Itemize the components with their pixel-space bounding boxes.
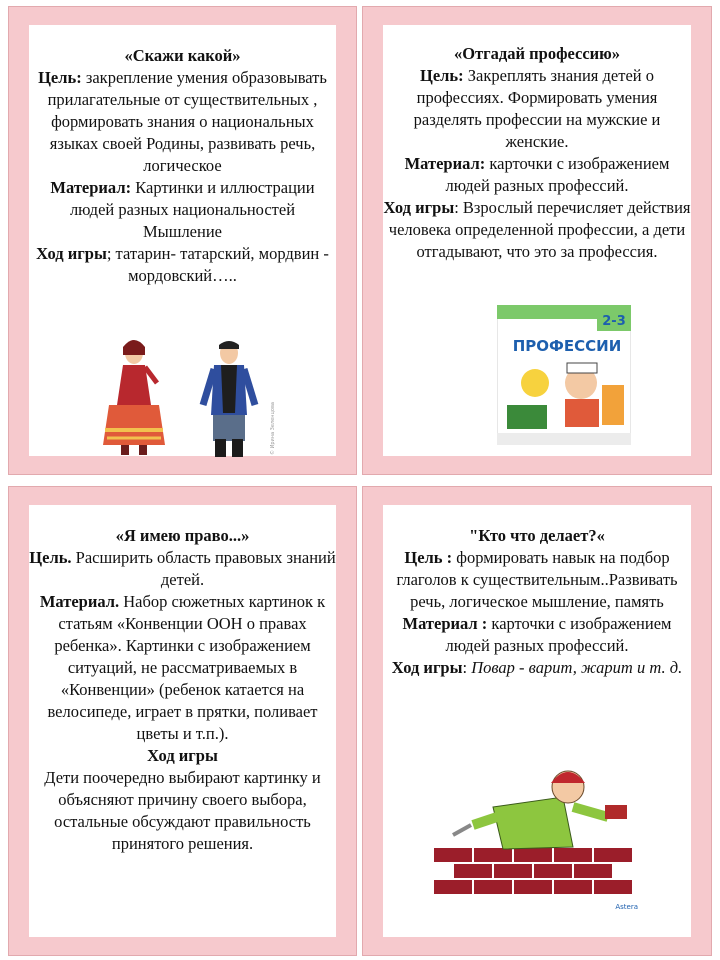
card-title: «Отгадай профессию» bbox=[453, 44, 621, 63]
extra-line: Мышление bbox=[142, 222, 222, 241]
game-label: Ход игры bbox=[147, 746, 218, 765]
material-text: карточки с изображением людей разных профессий. bbox=[445, 154, 670, 195]
game-label: Ход игры bbox=[391, 658, 463, 677]
image-watermark: Astera bbox=[615, 903, 638, 911]
card-panel bbox=[29, 505, 336, 937]
card-title: «Я имею право...» bbox=[115, 526, 250, 545]
people-in-national-costume-icon bbox=[99, 335, 289, 460]
goal-text: Закреплять знания детей о профессиях. Формировать умения разделять профессии на мужские и женские. bbox=[413, 66, 661, 151]
card-panel: "Кто что делает?« Цель : формировать навык на подбор глаголов к существительным..Развивать речь, логическое мышление, память Материал : карточки с изображением людей разных профессий. Ход игры: Повар - варит, жарит и т. д. Astera bbox=[383, 505, 691, 937]
material-text: Набор сюжетных картинок к статьям «Конвенции ООН о правах ребенка». Картинки с изображением ситуаций, не рассматриваемых в «Конвенции» (ребенок катается на велосипеде, играет в прятки, поливает цветы и т.п.). bbox=[47, 592, 326, 743]
game-text: ; татарин- татарский, мордвин - мордовский….. bbox=[106, 244, 329, 285]
material-label: Материал. bbox=[39, 592, 120, 611]
game-label: Ход игры bbox=[36, 244, 107, 263]
card-panel bbox=[29, 25, 336, 456]
material-label: Материал: bbox=[404, 154, 486, 173]
game-text: Повар - варит, жарит и т. д. bbox=[471, 658, 683, 677]
card-skazhi-kakoy bbox=[8, 6, 357, 475]
goal-label: Цель: bbox=[38, 68, 82, 87]
card-otgaday-professiyu bbox=[362, 6, 712, 475]
professions-book-cover-icon bbox=[497, 305, 631, 445]
material-text: Картинки и иллюстрации людей разных национальностей bbox=[69, 178, 315, 219]
card-title: «Скажи какой» bbox=[124, 46, 241, 65]
card-panel bbox=[383, 25, 691, 456]
book-age: 2-3 bbox=[602, 314, 626, 329]
card-ya-imeyu-pravo bbox=[8, 486, 357, 956]
goal-text: закрепление умения образовывать прилагательные от существительных , формировать знания о национальных языках своей Родины, развивать речь, логическое bbox=[47, 68, 327, 175]
goal-text: формировать навык на подбор глаголов к существительным..Развивать речь, логическое мышление, память bbox=[396, 548, 678, 611]
game-text: Дети поочередно выбирают картинку и объясняют причину своего выбора, остальные обсуждают правильность принятого решения. bbox=[44, 768, 321, 853]
game-label: Ход игры bbox=[383, 198, 455, 217]
goal-label: Цель : bbox=[404, 548, 453, 567]
book-title: ПРОФЕССИИ bbox=[512, 337, 622, 355]
game-text: : Взрослый перечисляет действия человека определенной профессии, а дети отгадывают, что это за профессия. bbox=[388, 198, 691, 261]
card-kto-chto-delaet bbox=[362, 486, 712, 956]
bricklayer-icon bbox=[423, 767, 663, 917]
goal-label: Цель: bbox=[420, 66, 464, 85]
material-label: Материал: bbox=[50, 178, 132, 197]
goal-label: Цель. bbox=[29, 548, 72, 567]
material-text: карточки с изображением людей разных профессий. bbox=[445, 614, 672, 655]
image-watermark: © Ирина Зеленцова bbox=[270, 402, 276, 455]
goal-text: Расширить область правовых знаний детей. bbox=[75, 548, 336, 589]
card-title: "Кто что делает?« bbox=[469, 526, 605, 545]
material-label: Материал : bbox=[402, 614, 488, 633]
